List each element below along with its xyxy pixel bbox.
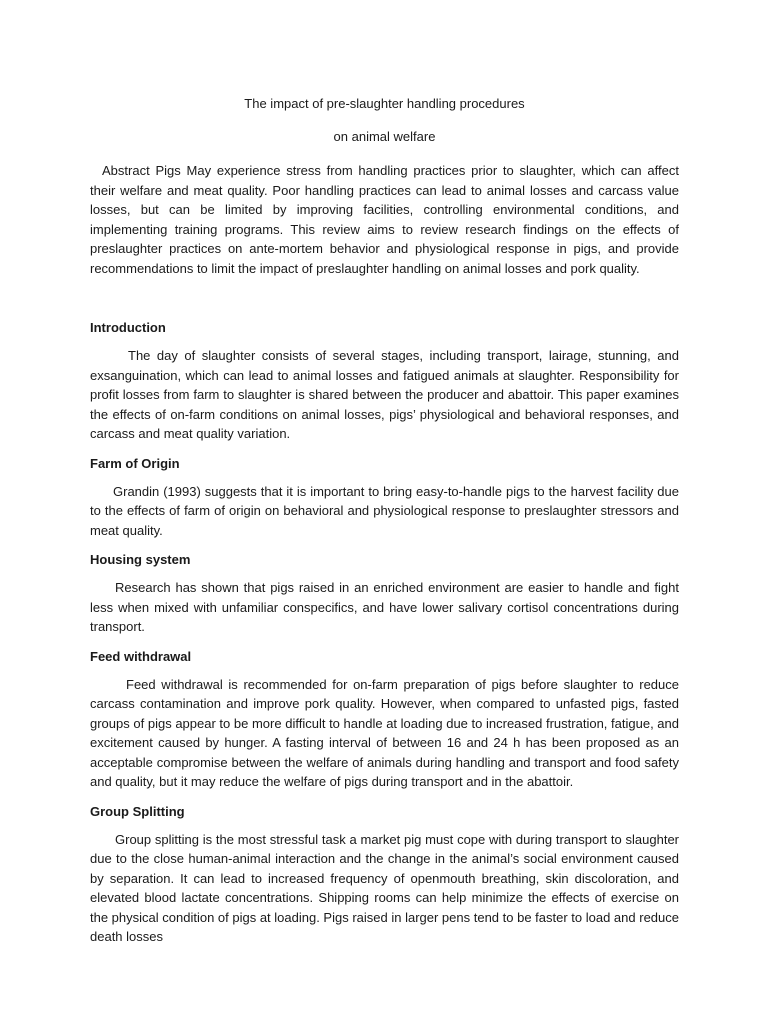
abstract-label: Abstract: [102, 163, 150, 178]
section-feed-withdrawal: [90, 647, 679, 792]
section-text-housing-system: Research has shown that pigs raised in an enriched environment are easier to handle and fight less when mixed with unfamiliar conspecifics, and have lower salivary cortisol concentrations during transport.: [90, 580, 679, 634]
section-text-group-splitting: Group splitting is the most stressful task a market pig must cope with during transport to slaughter due to the close human-animal interaction and the change in the animal’s social environment caused by separation. It can lead to increased frequency of openmouth breathing, skin discoloration, and elevated blood lactate concentrations. Shipping rooms can help minimize the effects of exercise on the physical condition of pigs at loading. Pigs raised in larger pens tend to be faster to load and reduce death losses: [90, 831, 679, 944]
title-line-2: on animal welfare: [333, 129, 436, 144]
document-title: [90, 94, 679, 146]
section-heading-introduction: Introduction: [90, 320, 166, 335]
section-heading-housing-system: Housing system: [90, 552, 191, 567]
abstract-text: Pigs May experience stress from handling practices prior to slaughter, which can affect their welfare and meat quality. Poor handling practices can lead to animal losses and carcass value losses, but can be limited by improving facilities, controlling environmental conditions, and implementing training programs. This review aims to review research findings on the effects of preslaughter practices on ante-mortem behavior and physiological response in pigs, and provide recommendations to limit the impact of preslaughter handling on animal losses and pork quality.: [90, 163, 679, 276]
section-group-splitting: [90, 802, 679, 947]
section-heading-feed-withdrawal: Feed withdrawal: [90, 648, 192, 664]
section-housing-system: [90, 550, 679, 637]
section-text-introduction: The day of slaughter consists of several stages, including transport, lairage, stunning, and exsanguination, which can lead to animal losses and fatigued animals at slaughter. Responsibility for profit losses from farm to slaughter is shared between the producer and abattoir. This paper examines the effects of on-farm conditions on animal losses, pigs’ physiological and behavioral responses, and carcass and meat quality variation.: [90, 348, 679, 441]
section-text-farm-of-origin: Grandin (1993) suggests that it is important to bring easy-to-handle pigs to the harvest facility due to the effects of farm of origin on behavioral and physiological response to preslaughter stressors and meat quality.: [90, 483, 679, 538]
section-introduction: [90, 318, 679, 444]
section-heading-group-splitting: Group Splitting: [90, 803, 185, 819]
section-heading-farm-of-origin: Farm of Origin: [90, 455, 180, 471]
title-line-1: The impact of pre-slaughter handling procedures: [244, 96, 525, 111]
abstract-paragraph: [90, 161, 679, 278]
section-text-feed-withdrawal: Feed withdrawal is recommended for on-farm preparation of pigs before slaughter to reduce carcass contamination and improve pork quality. However, when compared to unfasted pigs, fasted groups of pigs appear to be more difficult to handle at loading due to increased frustration, fatigue, and excitement caused by hunger. A fasting interval of between 16 and 24 h has been proposed as an acceptable compromise between the welfare of animals during handling and transport and food safety and quality, but it may reduce the welfare of pigs during transport and in the abattoir.: [90, 676, 679, 789]
section-farm-of-origin: [90, 454, 679, 541]
